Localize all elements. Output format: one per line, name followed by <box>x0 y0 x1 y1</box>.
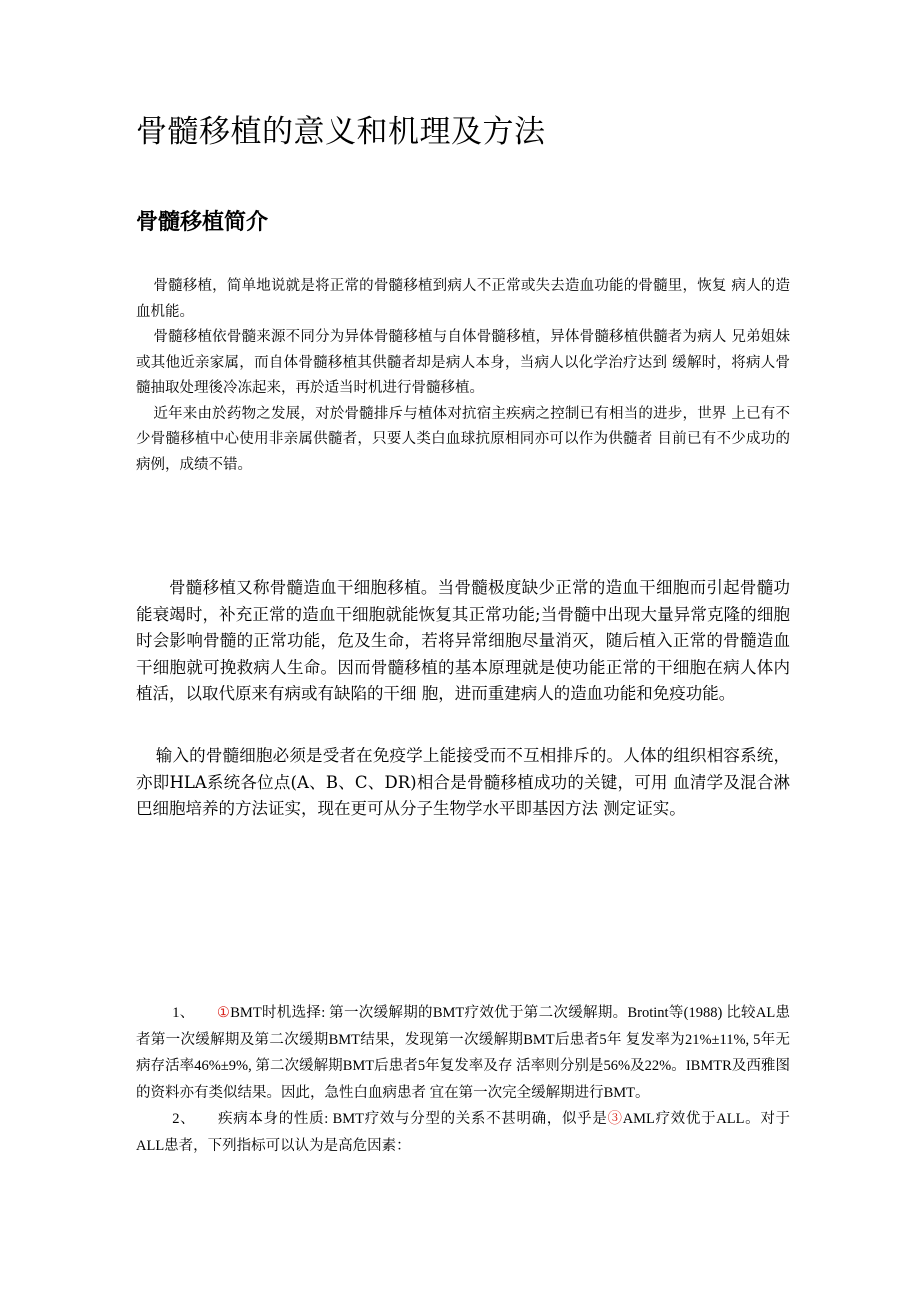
mechanism-paragraph: 骨髓移植又称骨髓造血干细胞移植。当骨髓极度缺少正常的造血干细胞而引起骨髓功能衰竭时，补充正常的造血干细胞就能恢复其正常功能;当骨髓中出现大量异常克隆的细胞时会影响骨髓的正常功能，危及生命，若将异常细胞尽量消灭，随后植入正常的骨髓造血干细胞就可挽救病人生命。因而骨髓移植的基本原理就是使功能正常的干细胞在病人体内植活，以取代原来有病或有缺陷的干细 胞，进而重建病人的造血功能和免疫功能。 <box>136 578 790 703</box>
circled-marker: ① <box>216 1005 231 1021</box>
hla-paragraph: 输入的骨髓细胞必须是受者在免疫学上能接受而不互相排斥的。人体的组织相容系统，亦即HLA系统各位点(A、B、C、DR)相合是骨髓移植成功的关键，可用 血清学及混合淋巴细胞培养的方法证实，现在更可从分子生物学水平即基因方法 测定证实。 <box>136 746 790 818</box>
bmt-item <box>136 1000 790 1106</box>
bmt-item-text: 疾病本身的性质: BMT疗效与分型的关系不甚明确，似乎是 <box>217 1111 608 1127</box>
intro-paragraph: 骨髓移植，简单地说就是将正常的骨髓移植到病人不正常或失去造血功能的骨髓里，恢复 病人的造血机能。 <box>136 278 790 320</box>
bmt-item-text: AML疗效优于ALL。对于ALL患者，下列指标可以认为是高危因素： <box>136 1111 790 1154</box>
bmt-item-number: 2、 <box>172 1111 196 1127</box>
intro-paragraph: 骨髓移植依骨髓来源不同分为异体骨髓移植与自体骨髓移植，异体骨髓移植供髓者为病人 兄弟姐妹或其他近亲家属，而自体骨髓移植其供髓者却是病人本身，当病人以化学治疗达到 缓解时，将病人骨髓抽取处理後冷冻起来，再於适当时机进行骨髓移植。 <box>136 329 790 396</box>
section-title: 骨髓移植简介 <box>136 210 269 235</box>
circled-marker: ③ <box>607 1111 623 1127</box>
intro-section <box>136 274 790 478</box>
bmt-item <box>136 1106 790 1159</box>
hla-section <box>136 743 790 823</box>
bmt-item-number: 1、 <box>172 1005 195 1021</box>
bmt-section <box>136 1000 790 1159</box>
intro-paragraph: 近年来由於药物之发展，对於骨髓排斥与植体对抗宿主疾病之控制已有相当的进步，世界 上已有不少骨髓移植中心使用非亲属供髓者，只要人类白血球抗原相同亦可以作为供髓者 目前已有不少成功的病例，成绩不错。 <box>136 405 790 473</box>
page-title: 骨髓移植的意义和机理及方法 <box>136 114 546 150</box>
mechanism-section <box>136 575 790 708</box>
bmt-item-text: BMT时机选择: 第一次缓解期的BMT疗效优于第二次缓解期。Brotint等(1988) 比较AL患者第一次缓解期及第二次缓期BMT结果，发现第一次缓解期BMT后患者5年 复发率为21%±11%, 5年无病存活率46%±9%, 第二次缓解期BMT后患者5年复发率及存 活率则分别是56%及22%。IBMTR及西雅图的资料亦有类似结果。因此，急性白血病患者 宜在第一次完全缓解期进行BMT。 <box>136 1005 791 1101</box>
